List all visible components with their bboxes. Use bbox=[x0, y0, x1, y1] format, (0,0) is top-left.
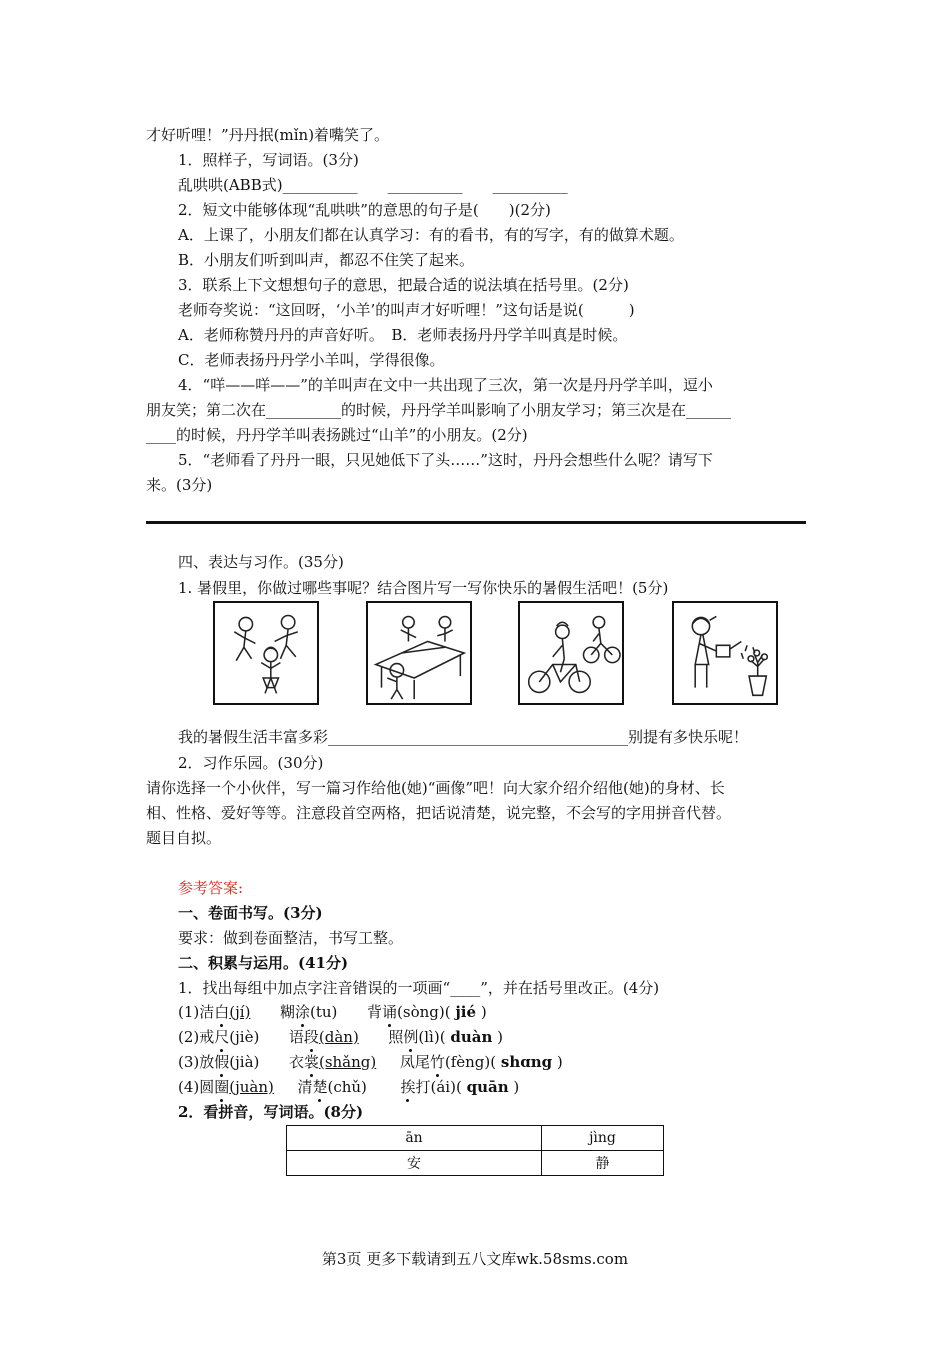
section-4-question-2: 2．习作乐园。(30分) bbox=[178, 754, 324, 772]
question-3-options-ab: A．老师称赞丹丹的声音好听。 B．老师表扬丹丹学羊叫真是时候。 bbox=[178, 326, 628, 344]
question-4-line-3: ____的时候，丹丹学羊叫表扬跳过“山羊”的小朋友。(2分) bbox=[146, 426, 528, 444]
question-3-stem: 老师夸奖说：“这回呀，‘小羊’的叫声才好听哩！”这句话是说( ) bbox=[178, 301, 635, 319]
table-row bbox=[287, 1126, 664, 1151]
answers-section-2-question-2: 2．看拼音，写词语。(8分) bbox=[178, 1103, 364, 1121]
question-2: 2．短文中能够体现“乱哄哄”的意思的句子是( )(2分) bbox=[178, 201, 551, 219]
question-1: 1．照样子，写词语。(3分) bbox=[178, 151, 359, 169]
question-3-option-c: C．老师表扬丹丹学小羊叫，学得很像。 bbox=[178, 351, 445, 369]
question-4-line-1: 4．“咩——咩——”的羊叫声在文中一共出现了三次，第一次是丹丹学羊叫，逗小 bbox=[178, 376, 713, 394]
pinyin-table bbox=[286, 1125, 664, 1176]
writing-prompt-line-1: 请你选择一个小伙伴，写一篇习作给他(她)“画像”吧！向大家介绍介绍他(她)的身材、长 bbox=[146, 779, 725, 797]
section-4-question-1: 1. 暑假里，你做过哪些事呢？结合图片写一写你快乐的暑假生活吧！(5分) bbox=[178, 579, 669, 597]
page-footer: 第3页 更多下载请到五八文库wk.58sms.com bbox=[321, 1250, 629, 1268]
writing-prompt-line-2: 相、性格、爱好等等。注意段首空两格，把话说清楚，说完整，不会写的字用拼音代替。 bbox=[146, 804, 732, 822]
question-2-option-a: A．上课了，小朋友们都在认真学习：有的看书，有的写字，有的做算术题。 bbox=[178, 226, 684, 244]
question-2-option-b: B．小朋友们听到叫声，都忍不住笑了起来。 bbox=[178, 251, 475, 269]
question-5-line-1: 5．“老师看了丹丹一眼，只见她低下了头……”这时，丹丹会想些什么呢？请写下 bbox=[178, 451, 713, 469]
word-cell-1: 安 bbox=[287, 1151, 542, 1176]
question-5-line-2: 来。(3分) bbox=[146, 476, 213, 494]
section-divider bbox=[146, 521, 806, 524]
answers-section-2-question-1: 1．找出每组中加点字注音错误的一项画“____”，并在括号里改正。(4分) bbox=[178, 979, 660, 997]
answers-section-1-title: 一、卷面书写。(3分) bbox=[178, 904, 323, 922]
section-4-title: 四、表达与习作。(35分) bbox=[178, 553, 344, 571]
writing-prompt-line-3: 题目自拟。 bbox=[146, 829, 222, 847]
answer-row-2: (2)戒尺(jiè) 语段(dàn) 照例(lì)( duàn ) bbox=[178, 1028, 504, 1046]
table-row bbox=[287, 1151, 664, 1176]
word-cell-2: 静 bbox=[542, 1151, 664, 1176]
table-tennis-picture-icon bbox=[366, 601, 472, 705]
question-3: 3．联系上下文想想句子的意思，把最合适的说法填在括号里。(2分) bbox=[178, 276, 629, 294]
watering-flowers-picture-icon bbox=[672, 601, 778, 705]
answer-row-3: (3)放假(jià) 衣裳(shǎng) 凤尾竹(fèng)( shɑng ) bbox=[178, 1053, 563, 1071]
answer-row-4: (4)圆圈(juàn) 清楚(chǔ) 挨打(ái)( quān ) bbox=[178, 1078, 520, 1096]
answers-header: 参考答案: bbox=[178, 879, 244, 897]
pinyin-cell-1: ān bbox=[287, 1126, 542, 1151]
answers-section-2-title: 二、积累与运用。(41分) bbox=[178, 954, 349, 972]
cycling-picture-icon bbox=[518, 601, 624, 705]
pinyin-cell-2: jìng bbox=[542, 1126, 664, 1151]
answer-row-1: (1)洁白(jí) 糊涂(tu) 背诵(sòng)( jié ) bbox=[178, 1003, 487, 1021]
answers-section-1-requirement: 要求：做到卷面整洁，书写工整。 bbox=[178, 929, 404, 947]
question-4-line-2: 朋友笑；第二次在__________的时候，丹丹学羊叫影响了小朋友学习；第三次是在______ bbox=[146, 401, 732, 419]
summer-fill-line: 我的暑假生活丰富多彩________________________________________别提有多快乐呢！ bbox=[178, 728, 749, 746]
children-playing-picture-icon bbox=[213, 601, 319, 705]
question-1-blanks: 乱哄哄(ABB式)__________ __________ __________ bbox=[178, 176, 568, 194]
passage-end-line: 才好听哩！”丹丹抿(mǐn)着嘴笑了。 bbox=[146, 126, 390, 144]
